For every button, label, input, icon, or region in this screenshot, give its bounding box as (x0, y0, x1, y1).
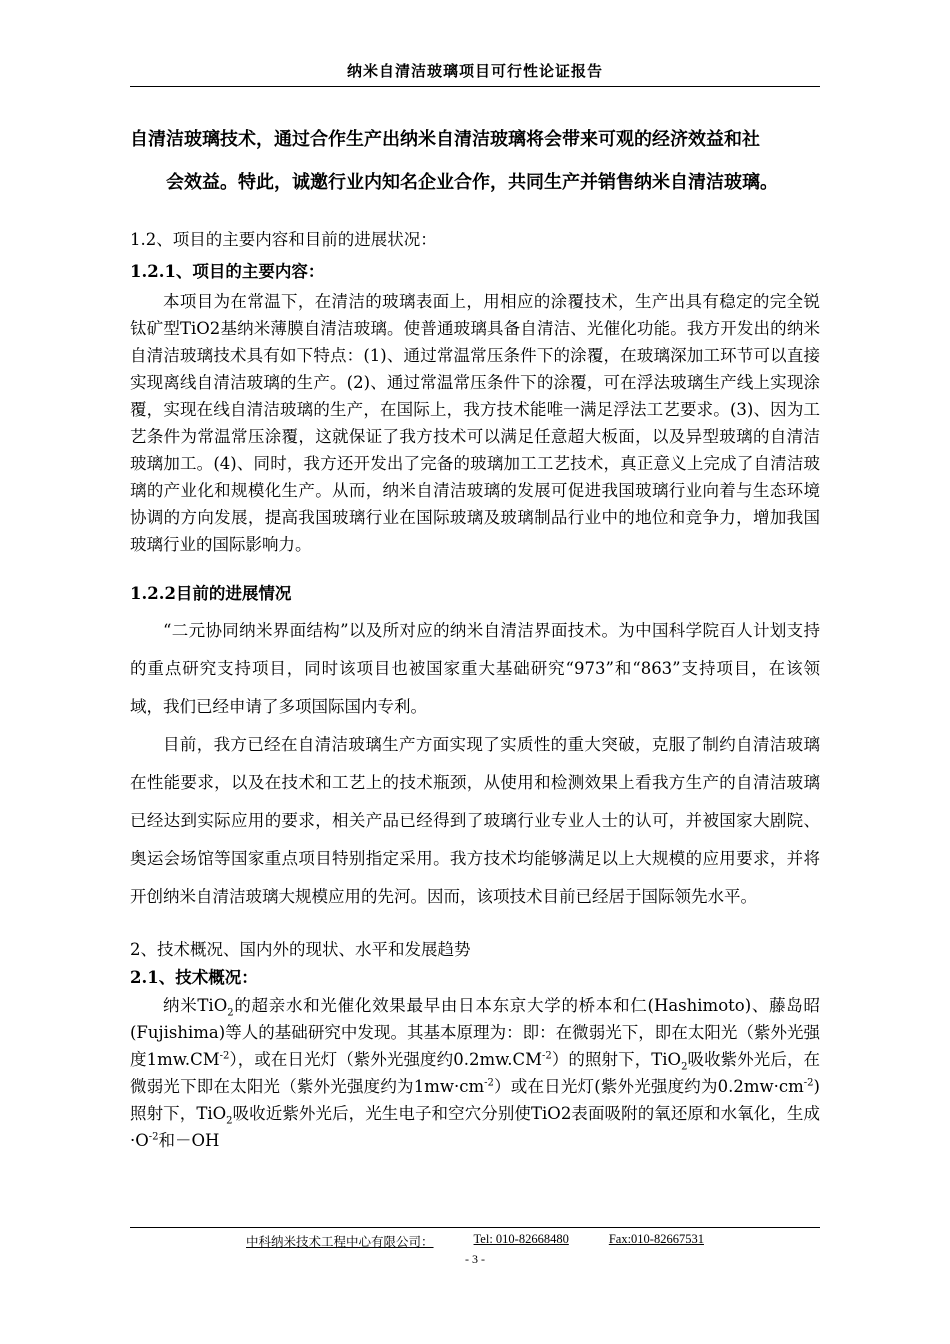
superscript: -2 (484, 1077, 494, 1089)
footer-company: 中科纳米技术工程中心有限公司： (246, 1235, 434, 1249)
header-title: 纳米自清洁玻璃项目可行性论证报告 (346, 62, 603, 80)
section-2-1-heading: 2.1、技术概况： (130, 968, 258, 987)
section-1-2-2-paragraph-2: 目前，我方已经在自清洁玻璃生产方面实现了实质性的重大突破，克服了制约自清洁玻璃在性能要求，以及在技术和工艺上的技术瓶颈，从使用和检测效果上看我方生产的自清洁玻璃已经达到实际应用的要求，相关产品已经得到了玻璃行业专业人士的认可，并被国家大剧院、奥运会场馆等国家重点项目特别指定采用。我方技术均能够满足以上大规模的应用要求，并将开创纳米自清洁玻璃大规模应用的先河。因而，该项技术目前已经居于国际领先水平。 (130, 735, 820, 906)
subscript: 2 (681, 1061, 688, 1073)
text-run: 吸收近紫外光后，光生电子和空穴分别使TiO2表面吸附的氧还原和水氧化，生成·O (130, 1104, 821, 1150)
superscript: -2 (148, 1131, 159, 1143)
section-1-2-2-heading: 1.2.2目前的进展情况 (130, 584, 292, 603)
superscript: -2 (219, 1050, 230, 1062)
page-header (130, 60, 820, 87)
footer-fax: Fax:010-82667531 (608, 1232, 704, 1246)
text-run: 纳米TiO (163, 996, 228, 1015)
footer-tel: Tel: 010-82668480 (473, 1232, 569, 1246)
text-run: )照射下，TiO (130, 1077, 820, 1123)
text-run: 和－OH (158, 1131, 220, 1150)
document-body (130, 118, 820, 1154)
section-1-2-heading: 1.2、项目的主要内容和目前的进展状况： (130, 230, 437, 249)
section-2-1-paragraph (130, 992, 820, 1154)
intro-line-1: 自清洁玻璃技术，通过合作生产出纳米自清洁玻璃将会带来可观的经济效益和社 (130, 129, 760, 150)
page-footer (130, 1227, 820, 1267)
subscript: 2 (226, 1115, 233, 1127)
section-1-2-1-paragraph: 本项目为在常温下，在清洁的玻璃表面上，用相应的涂覆技术，生产出具有稳定的完全锐钛矿型TiO2基纳米薄膜自清洁玻璃。使普通玻璃具备自清洁、光催化功能。我方开发出的纳米自清洁玻璃技术具有如下特点：(1)、通过常温常压条件下的涂覆，在玻璃深加工环节可以直接实现离线自清洁玻璃的生产。(2)、通过常温常压条件下的涂覆，可在浮法玻璃生产线上实现涂覆，实现在线自清洁玻璃的生产，在国际上，我方技术能唯一满足浮法工艺要求。(3)、因为工艺条件为常温常压涂覆，这就保证了我方技术可以满足任意超大板面，以及异型玻璃的自清洁玻璃加工。(4)、同时，我方还开发出了完备的玻璃加工工艺技术，真正意义上完成了自清洁玻璃的产业化和规模化生产。从而，纳米自清洁玻璃的发展可促进我国玻璃行业向着与生态环境协调的方向发展，提高我国玻璃行业在国际玻璃及玻璃制品行业中的地位和竞争力，增加我国玻璃行业的国际影响力。 (130, 292, 820, 554)
page-number: - 3 - (465, 1252, 485, 1266)
text-run: ）或在日光灯(紫外光强度约为0.2mw·cm (493, 1077, 804, 1096)
subscript: 2 (227, 1007, 234, 1019)
intro-paragraph (130, 118, 820, 204)
section-2-heading: 2、技术概况、国内外的现状、水平和发展趋势 (130, 940, 471, 959)
superscript: -2 (803, 1077, 814, 1089)
text-run: 的超亲水和光催化效果最早由日本东京大学的桥本和仁(Hashimoto)、藤岛昭(Fujishima)等人的基础研究中发现。其基本原理为：即：在微弱光下，即在太阳光（紫外光强度1mw.CM (130, 996, 820, 1069)
section-1-2-1-heading: 1.2.1、项目的主要内容： (130, 262, 325, 281)
intro-line-2: 会效益。特此，诚邀行业内知名企业合作，共同生产并销售纳米自清洁玻璃。 (166, 172, 778, 193)
section-1-2-2-paragraph-1: “二元协同纳米界面结构”以及所对应的纳米自清洁界面技术。为中国科学院百人计划支持的重点研究支持项目，同时该项目也被国家重大基础研究“973”和“863”支持项目，在该领域，我们已经申请了多项国际国内专利。 (130, 621, 820, 716)
text-run: ），或在日光灯（紫外光强度约0.2mw.CM (229, 1050, 543, 1069)
text-run: ）的照射下，TiO (551, 1050, 682, 1069)
superscript: -2 (542, 1050, 552, 1062)
text-run: 吸收紫外光后，在微弱光下即在太阳光（紫外光强度约为1mw·cm (130, 1050, 821, 1096)
